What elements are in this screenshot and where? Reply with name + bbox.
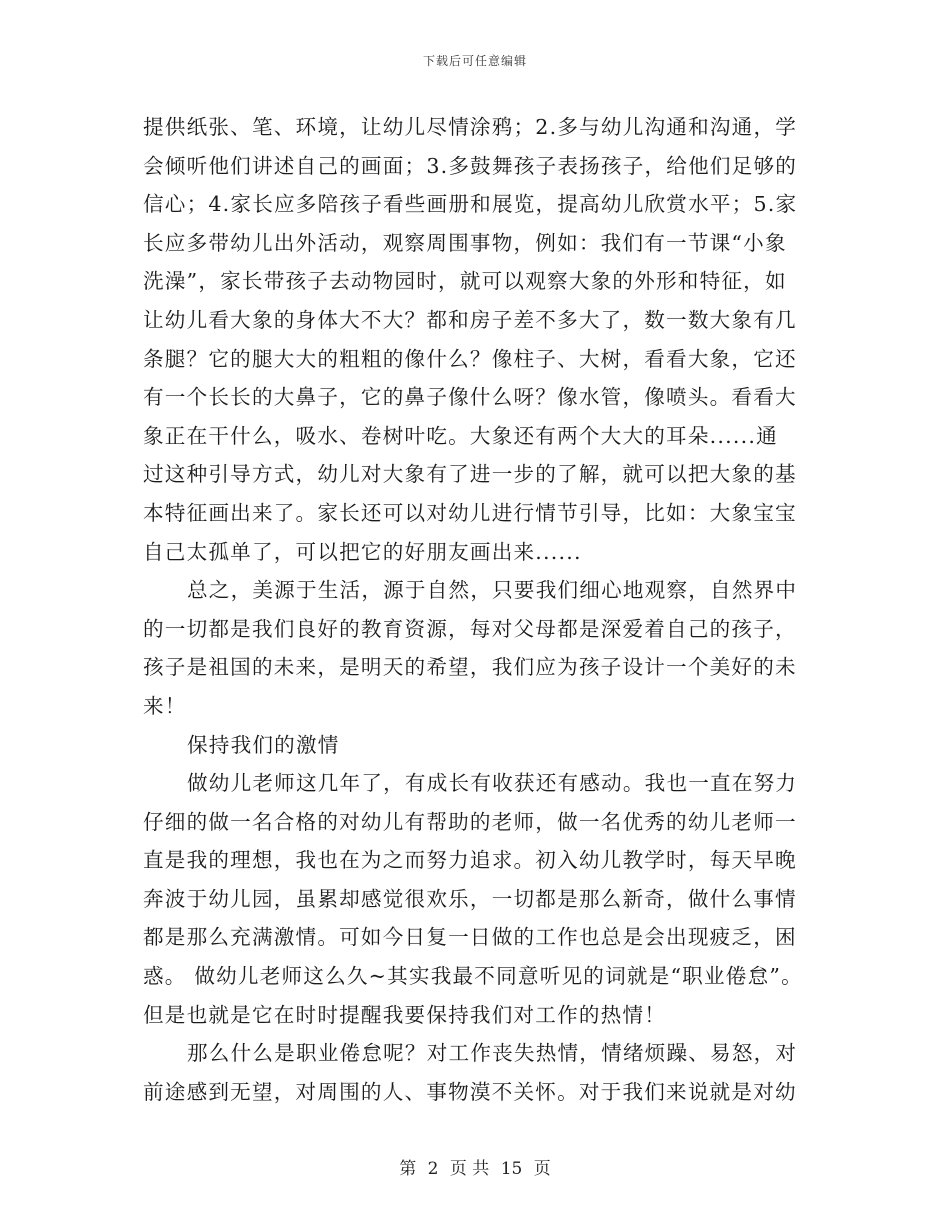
- body-line: 长应多带幼儿出外活动，观察周围事物，例如：我们有一节课“小象: [143, 230, 787, 255]
- body-line: 惑。 做幼儿老师这么久~其实我最不同意听见的词就是“职业倦怠”。: [143, 964, 803, 989]
- page-number: 2: [427, 1159, 439, 1179]
- body-line: 自己太孤单了，可以把它的好朋友画出来......: [143, 539, 582, 564]
- body-line: 仔细的做一名合格的对幼儿有帮助的老师，做一名优秀的幼儿老师一: [143, 809, 797, 834]
- body-line: 都是那么充满激情。可如今日复一日做的工作也总是会出现疲乏，困: [143, 925, 797, 950]
- paragraph-start-line: 那么什么是职业倦怠呢？对工作丧失热情，情绪烦躁、易怒，对: [187, 1041, 798, 1066]
- footer-prefix: 第: [399, 1159, 417, 1179]
- body-line: 直是我的理想，我也在为之而努力追求。初入幼儿教学时，每天早晚: [143, 848, 797, 873]
- body-line: 象正在干什么，吸水、卷树叶吃。大象还有两个大大的耳朵......通: [143, 423, 778, 448]
- body-line: 来！: [143, 693, 187, 718]
- page-header: 下载后可任意编辑: [422, 54, 527, 68]
- body-line: 条腿？它的腿大大的粗粗的像什么？像柱子、大树，看看大象，它还: [143, 346, 797, 371]
- body-line: 但是也就是它在时时提醒我要保持我们对工作的热情！: [143, 1002, 667, 1027]
- body-line: 本特征画出来了。家长还可以对幼儿进行情节引导，比如：大象宝宝: [143, 500, 797, 525]
- total-pages: 15: [500, 1159, 523, 1179]
- body-line: 让幼儿看大象的身体大不大？都和房子差不多大了，数一数大象有几: [143, 307, 797, 332]
- footer-suffix: 页: [533, 1159, 551, 1179]
- body-line: 提供纸张、笔、环境，让幼儿尽情涂鸦；2.多与幼儿沟通和沟通，学: [143, 115, 798, 139]
- body-line: 有一个长长的大鼻子，它的鼻子像什么呀？像水管，像喷头。看看大: [143, 385, 797, 410]
- paragraph-start-line: 做幼儿老师这几年了，有成长有收获还有感动。我也一直在努力: [187, 771, 798, 796]
- body-line: 洗澡”，家长带孩子去动物园时，就可以观察大象的外形和特征，如: [143, 269, 787, 294]
- section-heading: 保持我们的激情: [187, 732, 340, 757]
- body-line: 过这种引导方式，幼儿对大象有了进一步的了解，就可以把大象的基: [143, 462, 797, 487]
- paragraph-start-line: 总之，美源于生活，源于自然，只要我们细心地观察，自然界中: [187, 578, 798, 603]
- body-line: 孩子是祖国的未来，是明天的希望，我们应为孩子设计一个美好的未: [143, 655, 797, 680]
- body-line: 信心；4.家长应多陪孩子看些画册和展览，提高幼儿欣赏水平；5.家: [143, 192, 798, 217]
- footer-middle: 页 共: [449, 1159, 490, 1179]
- body-line: 的一切都是我们良好的教育资源，每对父母都是深爱着自己的孩子，: [143, 616, 797, 641]
- page-footer: [0, 1154, 950, 1179]
- body-line: 会倾听他们讲述自己的画面；3.多鼓舞孩子表扬孩子，给他们足够的: [143, 153, 798, 178]
- document-body: [143, 108, 808, 1111]
- body-line: 奔波于幼儿园，虽累却感觉很欢乐，一切都是那么新奇，做什么事情: [143, 886, 797, 911]
- body-line: 前途感到无望，对周围的人、事物漠不关怀。对于我们来说就是对幼: [143, 1079, 797, 1104]
